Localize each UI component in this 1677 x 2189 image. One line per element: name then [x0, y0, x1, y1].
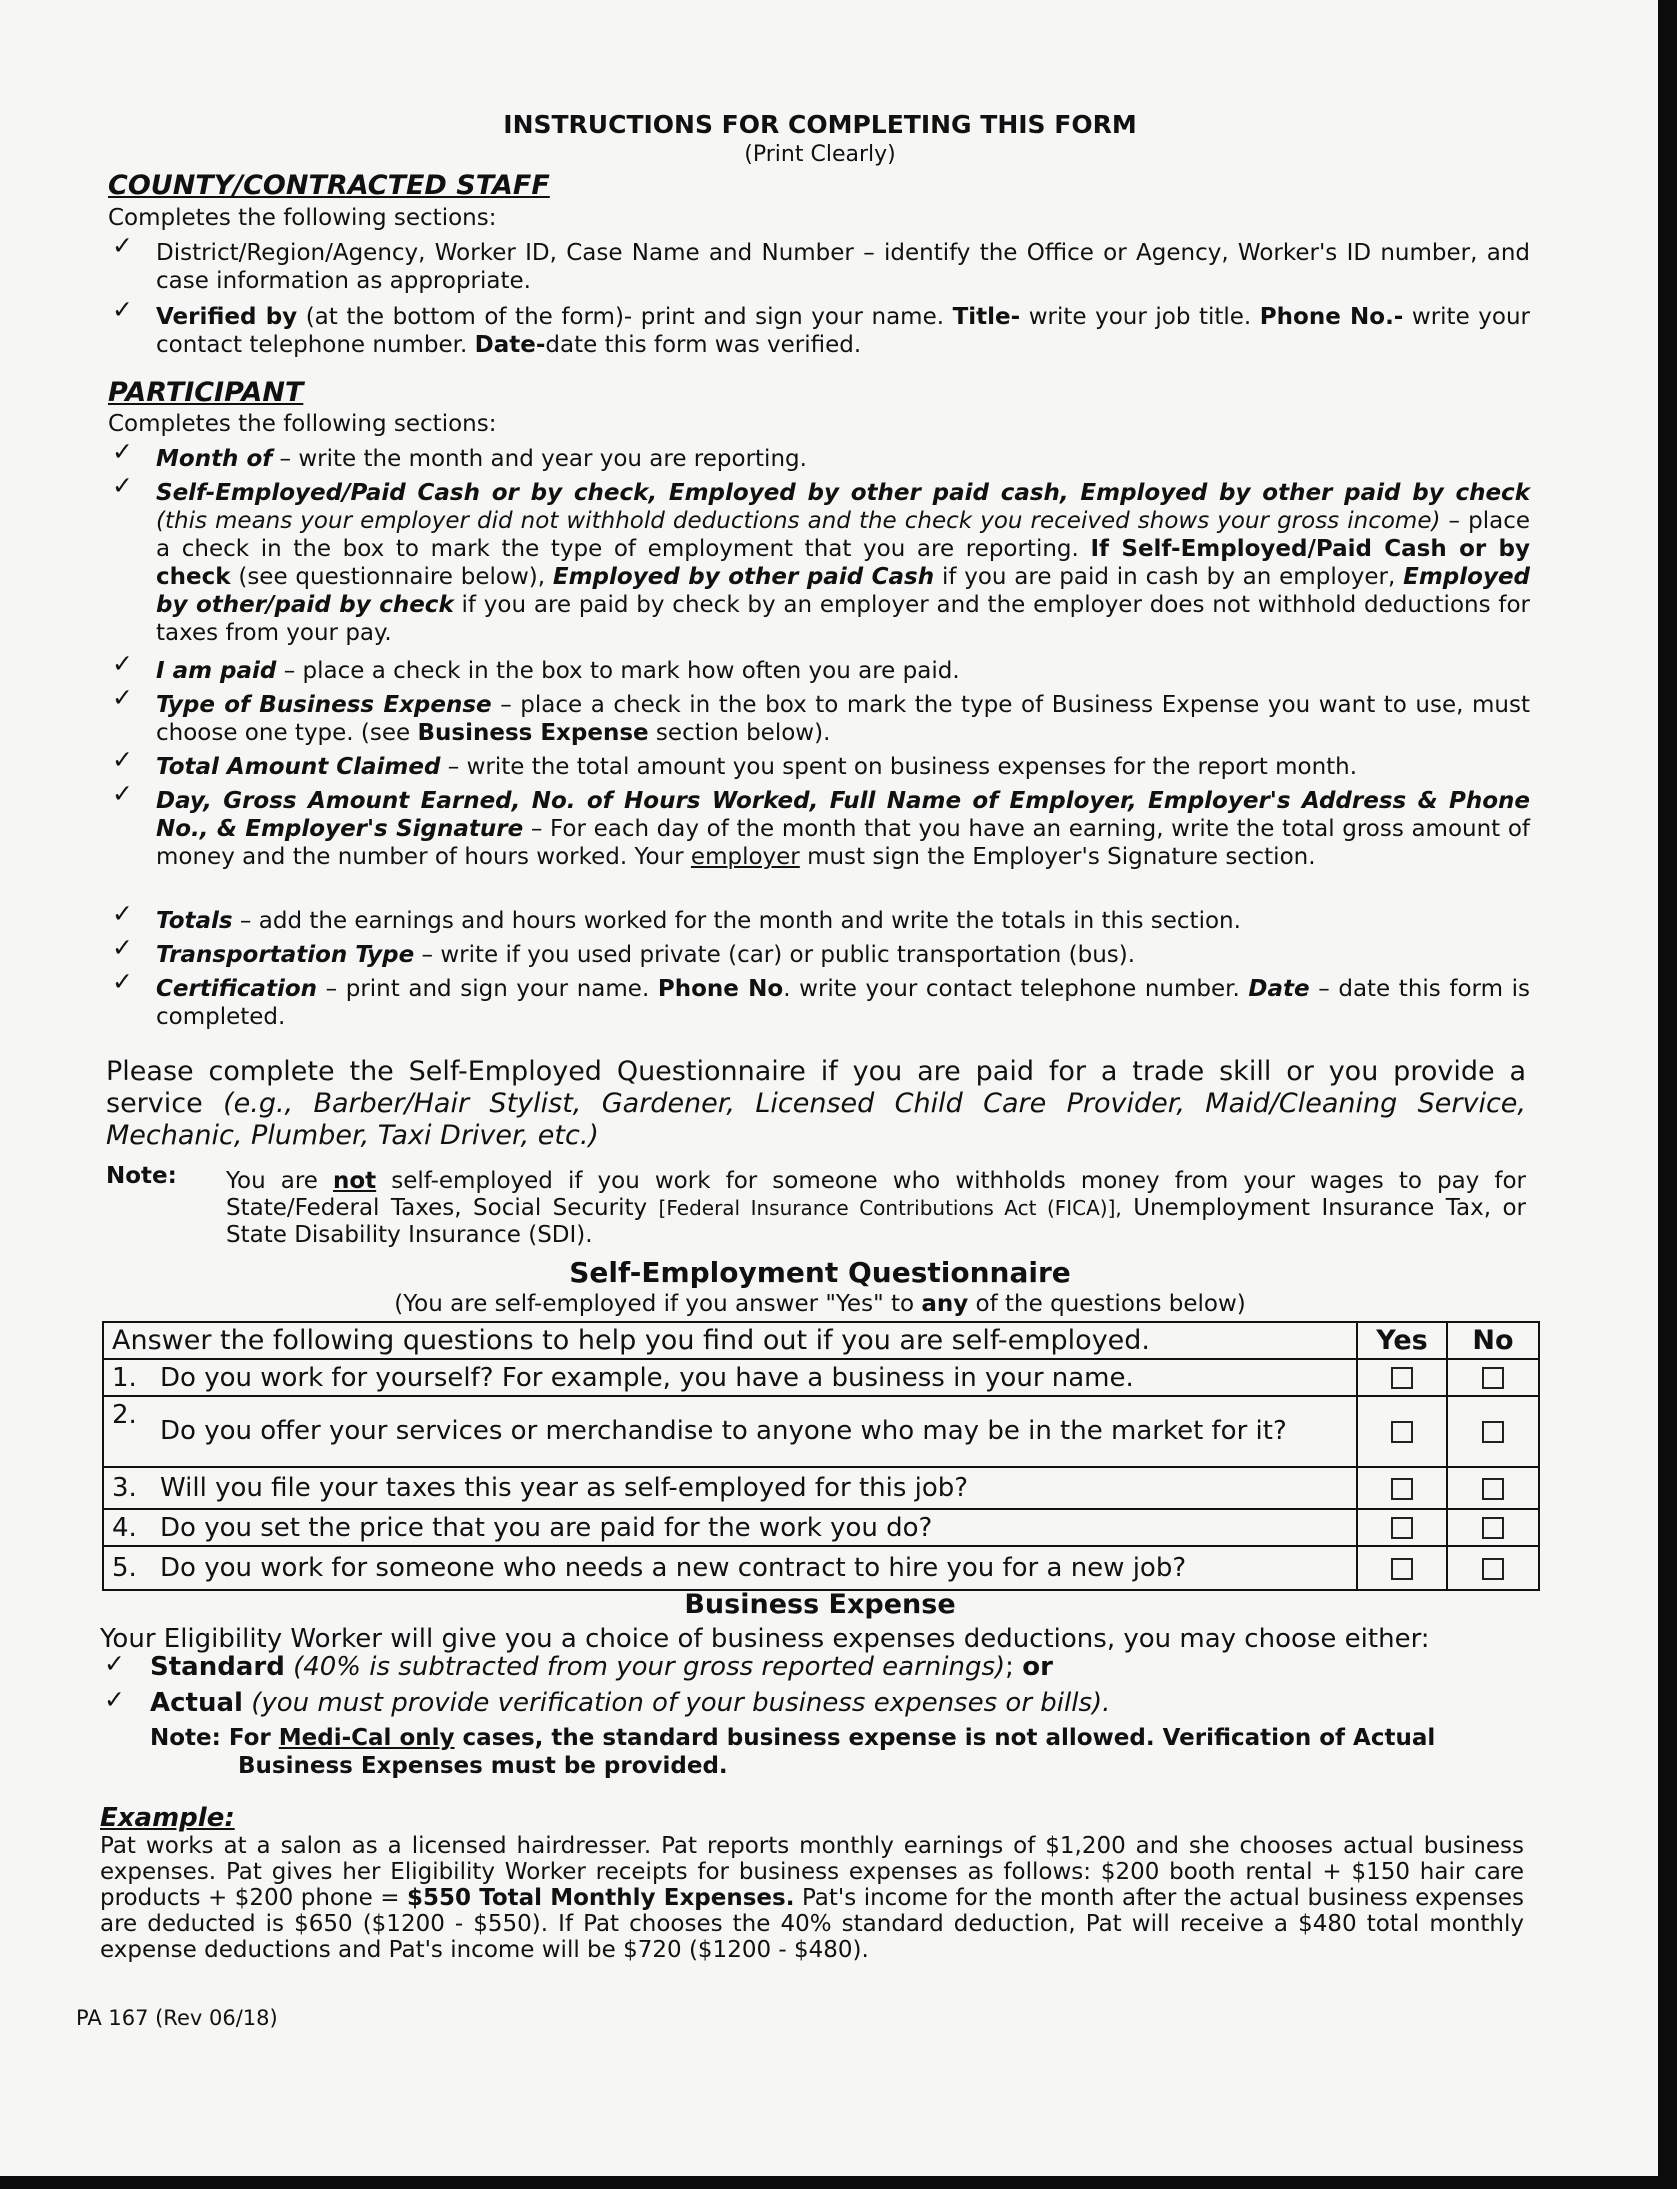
yes-checkbox[interactable] — [1391, 1367, 1413, 1389]
check-icon: ✓ — [112, 471, 133, 500]
questionnaire-title: Self-Employment Questionnaire — [569, 1256, 1071, 1289]
table-row — [103, 1396, 1539, 1467]
table-row — [103, 1467, 1539, 1509]
participant-item-paid: I am paid – place a check in the box to mark how often you are paid. — [156, 658, 960, 684]
no-checkbox[interactable] — [1482, 1421, 1504, 1443]
scan-border-right — [1658, 0, 1677, 2189]
page-subtitle: (Print Clearly) — [744, 142, 896, 167]
question-text: Do you work for someone who needs a new contract to hire you for a new job? — [156, 1546, 1357, 1590]
questionnaire-subtitle: (You are self-employed if you answer "Yes" to any of the questions below) — [394, 1291, 1246, 1317]
yes-checkbox[interactable] — [1391, 1517, 1413, 1539]
check-icon: ✓ — [112, 295, 133, 324]
business-expense-title: Business Expense — [684, 1589, 956, 1620]
yes-checkbox[interactable] — [1391, 1421, 1413, 1443]
question-number: 4. — [103, 1509, 156, 1546]
standard-option: Standard (40% is subtracted from your gross reported earnings); or — [150, 1652, 1053, 1682]
check-icon: ✓ — [112, 779, 133, 808]
county-heading: COUNTY/CONTRACTED STAFF — [108, 170, 550, 201]
check-icon: ✓ — [112, 899, 133, 928]
table-row — [103, 1359, 1539, 1396]
participant-intro: Completes the following sections: — [108, 411, 497, 437]
question-text: Do you set the price that you are paid for the work you do? — [156, 1509, 1357, 1546]
question-number: 1. — [103, 1359, 156, 1396]
form-number: PA 167 (Rev 06/18) — [76, 2006, 278, 2030]
check-icon: ✓ — [112, 933, 133, 962]
example-text: Pat works at a salon as a licensed hairdresser. Pat reports monthly earnings of $1,200 and she chooses actual business expenses. Pat gives her Eligibility Worker receipts for business expenses as follows: $200 booth rental + $150 hair care products + $200 phone = $550 Total Monthly Expenses. Pat's income for the month after the actual business expenses are deducted is $650 ($1200 - $550). If Pat chooses the 40% standard deduction, Pat will receive a $480 total monthly expense deductions and Pat's income will be $720 ($1200 - $480). — [100, 1833, 1524, 1963]
yes-checkbox[interactable] — [1391, 1558, 1413, 1580]
county-item-verified: Verified by (at the bottom of the form)- print and sign your name. Title- write your job title. Phone No.- write your contact telephone number. Date-date this form was verified. — [156, 304, 1530, 358]
check-icon: ✓ — [112, 437, 133, 466]
participant-item-expense-type: Type of Business Expense – place a check in the box to mark the type of Business Expense you want to use, must choose one type. (see Business Expense section below). — [156, 692, 1530, 746]
check-icon: ✓ — [112, 231, 133, 260]
no-checkbox[interactable] — [1482, 1517, 1504, 1539]
question-number: 5. — [103, 1546, 156, 1590]
table-header-question: Answer the following questions to help you find out if you are self-employed. — [103, 1322, 1357, 1359]
medi-cal-note: Note: For Medi-Cal only cases, the standard business expense is not allowed. Verification of Actual Business Expenses must be provided. — [150, 1725, 1436, 1779]
question-number: 2. — [103, 1396, 156, 1467]
participant-item-employment: Self-Employed/Paid Cash or by check, Employed by other paid cash, Employed by other paid by check (this means your employer did not withhold deductions and the check you received shows your gross income) – place a check in the box to mark the type of employment that you are reporting. If Self-Employed/Paid Cash or by check (see questionnaire below), Employed by other paid Cash if you are paid in cash by an employer, Employed by other/paid by check if you are paid by check by an employer and the employer does not withhold deductions for taxes from your pay. — [156, 480, 1531, 646]
question-text: Do you work for yourself? For example, you have a business in your name. — [156, 1359, 1357, 1396]
scan-border-bottom — [0, 2176, 1677, 2189]
table-header-no: No — [1447, 1322, 1539, 1359]
table-row — [103, 1509, 1539, 1546]
business-expense-intro: Your Eligibility Worker will give you a choice of business expenses deductions, you may choose either: — [100, 1624, 1430, 1654]
no-checkbox[interactable] — [1482, 1558, 1504, 1580]
questionnaire-table — [102, 1321, 1540, 1591]
participant-item-month: Month of – write the month and year you are reporting. — [156, 446, 807, 472]
participant-item-daily: Day, Gross Amount Earned, No. of Hours Worked, Full Name of Employer, Employer's Address & Phone No., & Employer's Signature – For each day of the month that you have an earning, write the total gross amount of money and the number of hours worked. Your employer must sign the Employer's Signature section. — [156, 788, 1531, 870]
county-item-office: District/Region/Agency, Worker ID, Case Name and Number – identify the Office or Agency, Worker's ID number, and case information as appropriate. — [156, 240, 1530, 294]
county-intro: Completes the following sections: — [108, 205, 497, 231]
table-header-yes: Yes — [1357, 1322, 1447, 1359]
participant-item-totals: Totals – add the earnings and hours worked for the month and write the totals in this section. — [156, 908, 1241, 934]
question-text: Do you offer your services or merchandise to anyone who may be in the market for it? — [156, 1396, 1357, 1467]
participant-heading: PARTICIPANT — [108, 377, 304, 408]
check-icon: ✓ — [104, 1685, 125, 1714]
page-title: INSTRUCTIONS FOR COMPLETING THIS FORM — [503, 110, 1137, 139]
question-number: 3. — [103, 1467, 156, 1509]
example-heading: Example: — [100, 1803, 235, 1833]
yes-checkbox[interactable] — [1391, 1478, 1413, 1500]
question-text: Will you file your taxes this year as self-employed for this job? — [156, 1467, 1357, 1509]
check-icon: ✓ — [112, 967, 133, 996]
self-employed-instruction: Please complete the Self-Employed Questionnaire if you are paid for a trade skill or you provide a service (e.g., Barber/Hair Stylist, Gardener, Licensed Child Care Provider, Maid/Cleaning Service, Mechanic, Plumber, Taxi Driver, etc.) — [106, 1056, 1526, 1151]
no-checkbox[interactable] — [1482, 1367, 1504, 1389]
actual-option: Actual (you must provide verification of your business expenses or bills). — [150, 1688, 1111, 1718]
table-header-row — [103, 1322, 1539, 1359]
check-icon: ✓ — [112, 649, 133, 678]
no-checkbox[interactable] — [1482, 1478, 1504, 1500]
participant-item-transport: Transportation Type – write if you used private (car) or public transportation (bus). — [156, 942, 1136, 968]
table-row — [103, 1546, 1539, 1590]
participant-item-total-claimed: Total Amount Claimed – write the total amount you spent on business expenses for the report month. — [156, 754, 1358, 780]
participant-item-certification: Certification – print and sign your name. Phone No. write your contact telephone number. Date – date this form is completed. — [156, 976, 1530, 1030]
check-icon: ✓ — [112, 683, 133, 712]
check-icon: ✓ — [104, 1649, 125, 1678]
note-label: Note: — [106, 1163, 177, 1189]
note-text: You are not self-employed if you work for someone who withholds money from your wages to pay for State/Federal Taxes, Social Security [Federal Insurance Contributions Act (FICA)], Unemployment Insurance Tax, or State Disability Insurance (SDI). — [226, 1168, 1526, 1248]
check-icon: ✓ — [112, 745, 133, 774]
